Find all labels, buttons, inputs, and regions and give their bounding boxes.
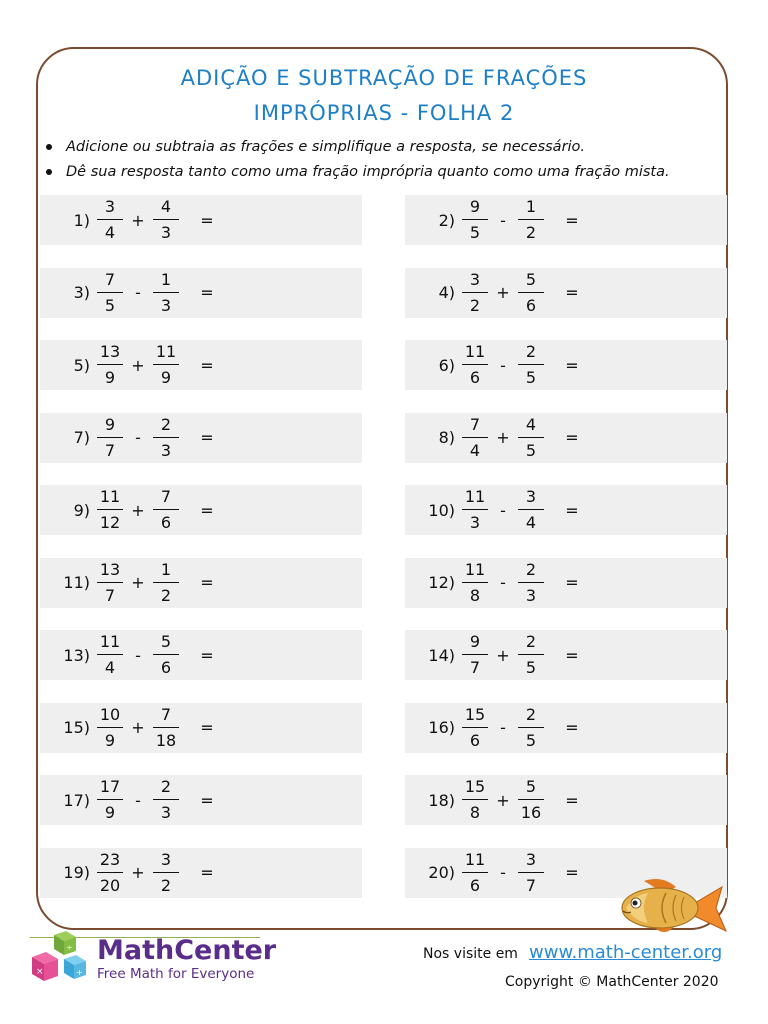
first-fraction xyxy=(457,632,493,678)
problem-item xyxy=(40,848,362,898)
first-fraction xyxy=(457,777,493,823)
numerator: 13 xyxy=(97,342,123,365)
equals-sign: = xyxy=(565,645,579,665)
problem-item xyxy=(405,195,727,245)
numerator: 9 xyxy=(462,632,488,655)
numerator: 9 xyxy=(97,415,123,438)
operator: + xyxy=(496,428,510,447)
denominator: 4 xyxy=(525,513,537,532)
visit-label: Nos visite em xyxy=(423,946,518,962)
numerator: 11 xyxy=(462,342,488,365)
denominator: 16 xyxy=(520,803,542,822)
denominator: 9 xyxy=(104,803,116,822)
denominator: 5 xyxy=(525,368,537,387)
numerator: 2 xyxy=(518,342,544,365)
denominator: 2 xyxy=(160,585,172,605)
equals-sign: = xyxy=(200,283,214,302)
denominator: 2 xyxy=(525,223,537,242)
denominator: 3 xyxy=(160,440,172,460)
operator: - xyxy=(500,863,506,882)
numerator: 11 xyxy=(97,632,123,655)
first-fraction xyxy=(92,560,128,606)
equals-sign: = xyxy=(200,645,214,665)
first-fraction xyxy=(92,342,128,388)
second-fraction xyxy=(513,705,549,751)
problem-item xyxy=(40,558,362,608)
operator: - xyxy=(135,790,141,810)
problem-number: 6) xyxy=(438,355,455,375)
denominator: 5 xyxy=(525,730,537,750)
operator: + xyxy=(131,355,145,375)
denominator: 3 xyxy=(160,295,172,315)
denominator: 9 xyxy=(104,730,116,750)
numerator: 11 xyxy=(153,342,179,365)
operator: + xyxy=(131,863,145,882)
denominator: 12 xyxy=(99,513,121,532)
second-fraction xyxy=(148,197,184,243)
problem-item xyxy=(405,340,727,390)
equals-sign: = xyxy=(200,573,214,592)
numerator: 3 xyxy=(518,850,544,873)
numerator: 3 xyxy=(153,850,179,873)
problem-item xyxy=(40,195,362,245)
problem-number: 19) xyxy=(63,863,90,882)
problem-number: 14) xyxy=(428,645,455,665)
denominator: 6 xyxy=(160,658,172,677)
first-fraction xyxy=(92,415,128,461)
denominator: 8 xyxy=(469,585,481,605)
denominator: 7 xyxy=(104,440,116,460)
first-fraction xyxy=(457,850,493,896)
denominator: 9 xyxy=(104,368,116,387)
first-fraction xyxy=(92,705,128,751)
equals-sign: = xyxy=(200,863,214,882)
problem-number: 1) xyxy=(73,210,90,230)
denominator: 5 xyxy=(525,658,537,677)
problem-number: 11) xyxy=(63,573,90,592)
denominator: 6 xyxy=(469,368,481,387)
equals-sign: = xyxy=(200,210,214,230)
first-fraction xyxy=(457,270,493,316)
second-fraction xyxy=(148,487,184,533)
equals-sign: = xyxy=(565,283,579,302)
problem-number: 10) xyxy=(428,500,455,520)
denominator: 18 xyxy=(155,730,177,750)
numerator: 15 xyxy=(462,705,488,728)
denominator: 3 xyxy=(469,513,481,532)
svg-text:÷: ÷ xyxy=(66,943,73,952)
problem-item xyxy=(405,558,727,608)
problem-item xyxy=(40,775,362,825)
operator: + xyxy=(131,500,145,520)
second-fraction xyxy=(513,342,549,388)
first-fraction xyxy=(92,487,128,533)
equals-sign: = xyxy=(200,355,214,375)
equals-sign: = xyxy=(565,790,579,810)
operator: - xyxy=(500,573,506,592)
numerator: 1 xyxy=(153,560,179,583)
problem-item xyxy=(405,268,727,318)
equals-sign: = xyxy=(565,573,579,592)
operator: - xyxy=(135,283,141,302)
denominator: 5 xyxy=(469,223,481,242)
problem-number: 17) xyxy=(63,790,90,810)
numerator: 7 xyxy=(153,487,179,510)
bullet-icon xyxy=(46,169,52,175)
equals-sign: = xyxy=(565,863,579,882)
brand-logo-text: MathCenter xyxy=(97,935,277,966)
instructions-list xyxy=(40,134,730,184)
website-link[interactable]: www.math-center.org xyxy=(529,942,723,963)
svg-text:+: + xyxy=(76,968,83,977)
svg-text:×: × xyxy=(36,967,44,977)
denominator: 9 xyxy=(160,368,172,387)
equals-sign: = xyxy=(565,718,579,737)
operator: - xyxy=(500,500,506,520)
denominator: 6 xyxy=(469,875,481,895)
second-fraction xyxy=(148,705,184,751)
problem-number: 3) xyxy=(73,283,90,302)
operator: - xyxy=(500,210,506,230)
equals-sign: = xyxy=(565,355,579,375)
second-fraction xyxy=(513,270,549,316)
worksheet-title-line1: ADIÇÃO E SUBTRAÇÃO DE FRAÇÕES xyxy=(180,66,588,90)
first-fraction xyxy=(457,560,493,606)
numerator: 11 xyxy=(97,487,123,510)
operator: + xyxy=(496,645,510,665)
numerator: 3 xyxy=(97,197,123,220)
equals-sign: = xyxy=(565,500,579,520)
second-fraction xyxy=(513,487,549,533)
problem-number: 8) xyxy=(438,428,455,447)
equals-sign: = xyxy=(200,428,214,447)
dice-cubes-icon xyxy=(28,931,90,989)
numerator: 11 xyxy=(462,487,488,510)
problem-number: 7) xyxy=(73,428,90,447)
problem-number: 12) xyxy=(428,573,455,592)
denominator: 5 xyxy=(525,440,537,460)
equals-sign: = xyxy=(200,718,214,737)
numerator: 7 xyxy=(153,705,179,728)
problem-item xyxy=(405,630,727,680)
second-fraction xyxy=(148,415,184,461)
numerator: 7 xyxy=(462,415,488,438)
equals-sign: = xyxy=(565,210,579,230)
problem-item xyxy=(40,630,362,680)
problem-item xyxy=(405,775,727,825)
first-fraction xyxy=(92,850,128,896)
second-fraction xyxy=(513,850,549,896)
copyright-text: Copyright © MathCenter 2020 xyxy=(505,974,719,990)
second-fraction xyxy=(513,197,549,243)
denominator: 3 xyxy=(525,585,537,605)
numerator: 1 xyxy=(518,197,544,220)
operator: + xyxy=(496,790,510,810)
operator: + xyxy=(131,210,145,230)
numerator: 7 xyxy=(97,270,123,293)
numerator: 17 xyxy=(97,777,123,800)
problem-number: 20) xyxy=(428,863,455,882)
second-fraction xyxy=(148,777,184,823)
numerator: 11 xyxy=(462,560,488,583)
numerator: 2 xyxy=(518,632,544,655)
denominator: 4 xyxy=(104,223,116,242)
numerator: 9 xyxy=(462,197,488,220)
denominator: 8 xyxy=(469,803,481,822)
operator: + xyxy=(496,283,510,302)
problem-number: 4) xyxy=(438,283,455,302)
denominator: 20 xyxy=(99,875,121,895)
problem-item xyxy=(40,485,362,535)
numerator: 23 xyxy=(97,850,123,873)
numerator: 5 xyxy=(153,632,179,655)
problem-item xyxy=(405,485,727,535)
problem-number: 18) xyxy=(428,790,455,810)
denominator: 2 xyxy=(160,875,172,895)
problem-number: 16) xyxy=(428,718,455,737)
second-fraction xyxy=(148,632,184,678)
denominator: 2 xyxy=(469,295,481,315)
equals-sign: = xyxy=(200,500,214,520)
denominator: 5 xyxy=(104,295,116,315)
brand-tagline: Free Math for Everyone xyxy=(97,966,255,982)
numerator: 2 xyxy=(153,777,179,800)
problem-item xyxy=(40,340,362,390)
numerator: 11 xyxy=(462,850,488,873)
second-fraction xyxy=(148,850,184,896)
operator: - xyxy=(500,355,506,375)
numerator: 10 xyxy=(97,705,123,728)
first-fraction xyxy=(457,197,493,243)
problem-number: 9) xyxy=(73,500,90,520)
second-fraction xyxy=(513,777,549,823)
second-fraction xyxy=(513,632,549,678)
instruction-text: Adicione ou subtraia as frações e simplifique a resposta, se necessário. xyxy=(66,138,586,155)
problem-number: 2) xyxy=(438,210,455,230)
first-fraction xyxy=(457,415,493,461)
first-fraction xyxy=(92,777,128,823)
problem-number: 5) xyxy=(73,355,90,375)
denominator: 4 xyxy=(104,658,116,677)
denominator: 3 xyxy=(160,803,172,822)
numerator: 5 xyxy=(518,270,544,293)
equals-sign: = xyxy=(200,790,214,810)
operator: + xyxy=(131,573,145,592)
problem-number: 15) xyxy=(63,718,90,737)
second-fraction xyxy=(148,560,184,606)
instruction-item xyxy=(40,134,730,159)
numerator: 4 xyxy=(518,415,544,438)
instruction-item xyxy=(40,159,730,184)
first-fraction xyxy=(92,632,128,678)
numerator: 2 xyxy=(518,705,544,728)
problem-item xyxy=(40,703,362,753)
denominator: 6 xyxy=(469,730,481,750)
denominator: 6 xyxy=(525,295,537,315)
second-fraction xyxy=(148,270,184,316)
numerator: 2 xyxy=(153,415,179,438)
denominator: 6 xyxy=(160,513,172,532)
first-fraction xyxy=(457,705,493,751)
instruction-text: Dê sua resposta tanto como uma fração imprópria quanto como uma fração mista. xyxy=(66,163,670,180)
operator: - xyxy=(135,645,141,665)
problem-item xyxy=(40,413,362,463)
denominator: 7 xyxy=(104,585,116,605)
numerator: 5 xyxy=(518,777,544,800)
problem-item xyxy=(40,268,362,318)
second-fraction xyxy=(513,560,549,606)
first-fraction xyxy=(457,342,493,388)
first-fraction xyxy=(457,487,493,533)
equals-sign: = xyxy=(565,428,579,447)
denominator: 3 xyxy=(160,223,172,242)
numerator: 1 xyxy=(153,270,179,293)
operator: - xyxy=(135,428,141,447)
numerator: 15 xyxy=(462,777,488,800)
denominator: 4 xyxy=(469,440,481,460)
numerator: 2 xyxy=(518,560,544,583)
first-fraction xyxy=(92,197,128,243)
operator: - xyxy=(500,718,506,737)
problem-item xyxy=(405,413,727,463)
second-fraction xyxy=(513,415,549,461)
bullet-icon xyxy=(46,144,52,150)
numerator: 3 xyxy=(518,487,544,510)
denominator: 7 xyxy=(525,875,537,895)
numerator: 13 xyxy=(97,560,123,583)
first-fraction xyxy=(92,270,128,316)
second-fraction xyxy=(148,342,184,388)
fish-icon xyxy=(614,877,730,939)
problem-item xyxy=(405,703,727,753)
worksheet-title-line2: IMPRÓPRIAS - FOLHA 2 xyxy=(253,101,515,125)
numerator: 4 xyxy=(153,197,179,220)
denominator: 7 xyxy=(469,658,481,677)
operator: + xyxy=(131,718,145,737)
numerator: 3 xyxy=(462,270,488,293)
problem-number: 13) xyxy=(63,645,90,665)
